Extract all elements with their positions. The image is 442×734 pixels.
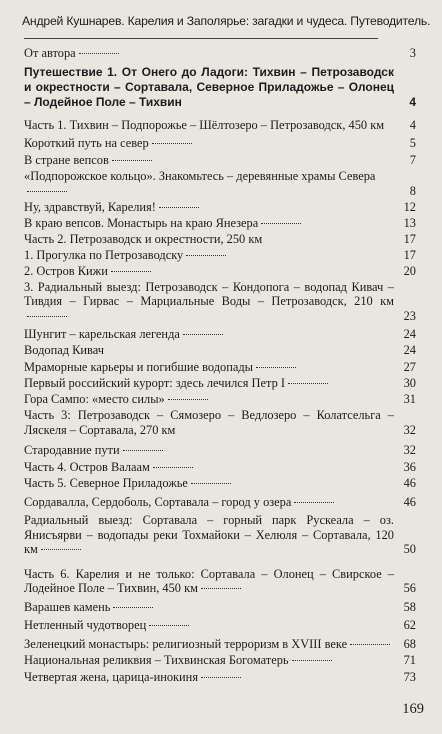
toc-entry-title: Часть 2. Петрозаводск и окрестности, 250 км [24, 231, 263, 246]
toc-entry [24, 280, 416, 324]
dot-leader [256, 367, 296, 368]
table-of-contents [24, 46, 416, 686]
toc-entry-page: 3 [409, 46, 416, 60]
toc-entry [24, 343, 416, 358]
toc-entry-page: 20 [403, 263, 416, 278]
toc-entry-title: Национальная реликвия – Тихвинская Богоматерь [24, 653, 289, 667]
toc-entry-page: 36 [403, 459, 416, 474]
dot-leader [27, 316, 67, 317]
toc-entry-title: 1. Прогулка по Петрозаводску [24, 247, 184, 262]
toc-entry [24, 327, 416, 342]
toc-entry-title: Нетленный чудотворец [24, 618, 147, 632]
toc-entry-title: Ну, здравствуй, Карелия! [24, 199, 156, 214]
toc-entry [24, 460, 416, 475]
toc-entry-page: 56 [403, 581, 416, 595]
toc-entry-title: Радиальный выезд: Сортавала – горный парк Рускеала – оз. Янисъярви – водопады реки Тохмайоки – Хелюля – Сортавала, 120 км [24, 513, 394, 556]
toc-entry-title: «Подпорожское кольцо». Знакомьтесь – деревянные храмы Севера [24, 169, 376, 183]
toc-entry-page: 30 [403, 375, 416, 390]
toc-entry [24, 136, 416, 151]
toc-entry [24, 264, 416, 279]
toc-entry-page: 50 [403, 542, 416, 556]
running-header: Андрей Кушнарев. Карелия и Заполярье: загадки и чудеса. Путеводитель. [22, 14, 431, 28]
toc-entry [24, 392, 416, 407]
toc-entry-title: Часть 6. Карелия и не только: Сортавала – Олонец – Свирское – Лодейное Поле – Тихвин, 450 км [24, 566, 394, 595]
toc-entry-title: Зеленецкий монастырь: религиозный терроризм в XVIII веке [24, 636, 348, 651]
toc-entry [24, 637, 416, 652]
toc-entry-page: 13 [403, 215, 416, 230]
toc-entry [24, 169, 416, 198]
toc-entry-page: 24 [403, 343, 416, 357]
toc-entry [24, 65, 416, 110]
toc-entry [24, 567, 416, 596]
toc-entry-title: Сордавалла, Сердоболь, Сортавала – город у озера [24, 494, 292, 509]
toc-entry-title: Короткий путь на север [24, 136, 149, 150]
toc-entry-page: 32 [403, 443, 416, 457]
dot-leader [111, 271, 151, 272]
toc-entry-page: 46 [403, 476, 416, 490]
toc-entry-page: 46 [403, 494, 416, 509]
toc-entry-title: 2. Остров Кижи [24, 263, 108, 278]
toc-entry-page: 62 [403, 618, 416, 632]
toc-entry-title: Первый российский курорт: здесь лечился Петр I [24, 375, 285, 390]
toc-entry-page: 58 [403, 599, 416, 614]
toc-entry [24, 232, 416, 247]
toc-entry-page: 8 [409, 183, 416, 198]
toc-entry-page: 24 [403, 327, 416, 341]
dot-leader [350, 644, 390, 645]
toc-entry-title: Четвертая жена, царица-инокиня [24, 669, 199, 684]
toc-entry [24, 248, 416, 263]
dot-leader [27, 191, 67, 192]
toc-entry [24, 46, 416, 61]
toc-entry-page: 31 [403, 391, 416, 406]
toc-entry [24, 360, 416, 375]
toc-entry-page: 4 [409, 94, 416, 109]
toc-entry-page: 12 [403, 199, 416, 214]
toc-entry [24, 216, 416, 231]
toc-entry [24, 653, 416, 668]
toc-entry [24, 670, 416, 685]
dot-leader [112, 160, 152, 161]
toc-entry-title: В стране вепсов [24, 152, 109, 167]
toc-entry-title: Часть 4. Остров Валаам [24, 459, 150, 474]
toc-entry-page: 4 [409, 117, 416, 132]
toc-entry-title: Водопад Кивач [24, 343, 104, 357]
toc-entry [24, 408, 416, 437]
toc-entry-page: 17 [403, 247, 416, 262]
toc-entry-title: Варашев камень [24, 599, 111, 614]
toc-entry-page: 73 [403, 669, 416, 684]
dot-leader [288, 383, 328, 384]
dot-leader [79, 53, 119, 54]
toc-entry-title: Мраморные карьеры и погибшие водопады [24, 359, 253, 374]
toc-entry-title: В краю вепсов. Монастырь на краю Янезера [24, 215, 259, 230]
dot-leader [113, 607, 153, 608]
dot-leader [152, 143, 192, 144]
dot-leader [294, 502, 334, 503]
toc-entry [24, 476, 416, 491]
toc-entry-page: 71 [403, 653, 416, 667]
dot-leader [201, 588, 241, 589]
dot-leader [149, 625, 189, 626]
toc-entry-title: От автора [24, 46, 76, 60]
toc-entry-title: Путешествие 1. От Онего до Ладоги: Тихвин – Петрозаводск и окрестности – Сортавала, Северное Приладожье – Олонец – Лодейное Поле – Тихвин [24, 64, 394, 109]
toc-entry-title: Гора Сампо: «место силы» [24, 391, 165, 406]
toc-entry-title: Стародавние пути [24, 443, 120, 457]
toc-entry-page: 7 [409, 152, 416, 167]
dot-leader [292, 660, 332, 661]
toc-entry-page: 17 [403, 231, 416, 246]
dot-leader [123, 450, 163, 451]
toc-entry [24, 618, 416, 633]
toc-entry [24, 513, 416, 557]
toc-entry [24, 200, 416, 215]
toc-entry-title: 3. Радиальный выезд: Петрозаводск – Кондопога – водопад Кивач – Тивдия – Гирвас – Марциальные Воды – Петрозаводск, 210 км [24, 279, 394, 308]
toc-entry-title: Часть 1. Тихвин – Подпорожье – Шёлтозеро – Петрозаводск, 450 км [24, 117, 385, 132]
toc-entry [24, 600, 416, 615]
toc-entry-page: 5 [409, 136, 416, 150]
dot-leader [168, 399, 208, 400]
toc-entry-page: 27 [403, 359, 416, 374]
toc-entry [24, 376, 416, 391]
dot-leader [186, 255, 226, 256]
toc-entry [24, 443, 416, 458]
toc-entry-page: 32 [403, 422, 416, 437]
dot-leader [191, 483, 231, 484]
dot-leader [201, 677, 241, 678]
dot-leader [159, 207, 199, 208]
toc-entry-title: Шунгит – карельская легенда [24, 327, 180, 341]
dot-leader [261, 223, 301, 224]
toc-entry [24, 153, 416, 168]
header-rule [24, 38, 378, 39]
toc-entry-page: 23 [403, 308, 416, 323]
toc-entry-title: Часть 5. Северное Приладожье [24, 476, 188, 490]
toc-entry-title: Часть 3: Петрозаводск – Сямозеро – Ведлозеро – Колатсельга – Ляскеля – Сортавала, 270 км [24, 408, 394, 437]
toc-entry [24, 118, 416, 133]
toc-entry-page: 68 [403, 636, 416, 651]
dot-leader [183, 334, 223, 335]
toc-entry [24, 495, 416, 510]
page-number: 169 [402, 701, 424, 717]
dot-leader [41, 549, 81, 550]
dot-leader [153, 467, 193, 468]
